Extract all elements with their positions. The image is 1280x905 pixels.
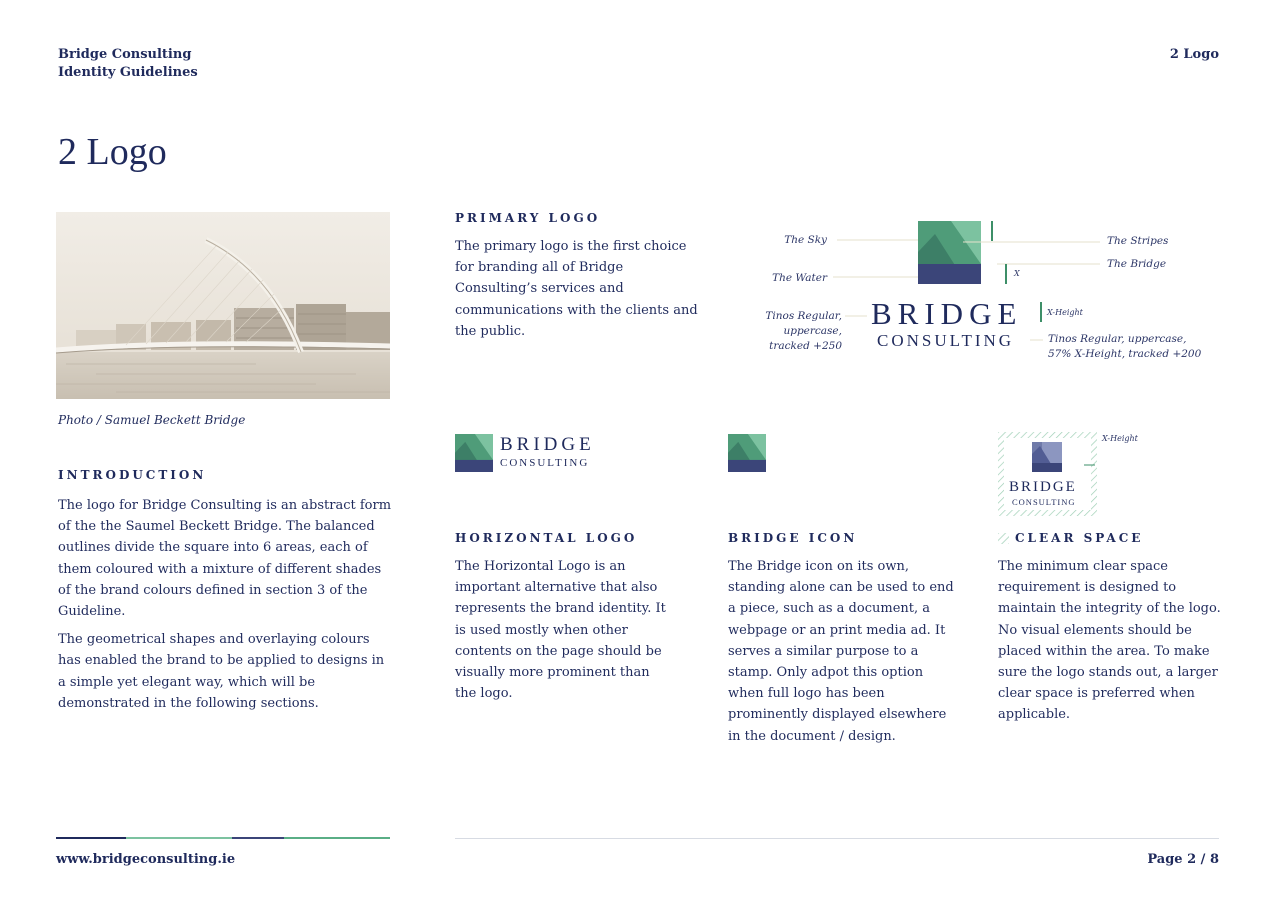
- hatch-swatch-icon: [998, 533, 1009, 544]
- clear-space-bridge: BRIDGE: [1009, 479, 1077, 495]
- primary-logo-text: The primary logo is the first choice for branding all of Bridge Consulting’s services and communications with the clients and the public.: [455, 239, 698, 339]
- label-x-height: X-Height: [1047, 308, 1083, 317]
- primary-logo-diagram: [705, 212, 1205, 372]
- bridge-icon-standalone: [728, 434, 766, 472]
- bridge-icon-text: The Bridge icon on its own, standing alone can be used to end a piece, such as a document, a webpage or an print media ad. It serves a similar purpose to a stamp. Only adpot this option when full logo has been prominently displayed elsewhere in the document / design.: [728, 559, 954, 744]
- primary-logo-heading: PRIMARY LOGO: [455, 211, 601, 225]
- clear-space-heading: CLEAR SPACE: [1015, 531, 1144, 545]
- header-brand-line2: Identity Guidelines: [58, 65, 198, 80]
- label-font-sub-line2: 57% X-Height, tracked +200: [1048, 348, 1202, 360]
- header-brand-line1: Bridge Consulting: [58, 47, 192, 62]
- logo-wordmark-bridge: BRIDGE: [871, 296, 1023, 331]
- label-font-main-line2: tracked +250: [769, 340, 842, 352]
- label-the-stripes: The Stripes: [1107, 235, 1169, 247]
- bridge-icon-heading: BRIDGE ICON: [728, 531, 858, 545]
- horizontal-logo-text: The Horizontal Logo is an important alternative that also represents the brand identity. It is used mostly when other contents on the page should be visually more prominent than the logo.: [455, 559, 666, 702]
- clear-space-diagram: [998, 432, 1097, 516]
- horizontal-logo-consulting: CONSULTING: [500, 457, 590, 469]
- footer-rule: [455, 838, 1219, 839]
- clear-space-text: The minimum clear space requirement is designed to maintain the integrity of the logo. No visual elements should be placed within the area. To make sure the logo stands out, a larger clear space is preferred when applicable.: [998, 559, 1221, 723]
- footer-color-rule: [56, 837, 390, 839]
- footer-page-number: Page 2 / 8: [1147, 852, 1219, 867]
- introduction-paragraph-2: The geometrical shapes and overlaying colours has enabled the brand to be applied to designs in a simple yet elegant way, which will be demonstrated in the following sections.: [58, 632, 385, 711]
- introduction-heading: INTRODUCTION: [58, 468, 207, 482]
- footer-url[interactable]: www.bridgeconsulting.ie: [56, 852, 236, 867]
- logo-wordmark-consulting: CONSULTING: [877, 331, 1015, 350]
- photo-caption: Photo / Samuel Beckett Bridge: [58, 413, 246, 427]
- header-section: 2 Logo: [1169, 47, 1219, 62]
- clear-space-consulting: CONSULTING: [1012, 497, 1076, 507]
- label-font-main-line1: Tinos Regular, uppercase,: [765, 310, 842, 337]
- label-the-sky: The Sky: [784, 234, 827, 246]
- label-x: X: [1014, 269, 1020, 278]
- bridge-logo-icon: [455, 434, 493, 472]
- horizontal-logo-bridge: BRIDGE: [500, 434, 595, 455]
- label-font-sub-line1: Tinos Regular, uppercase,: [1048, 333, 1187, 345]
- label-the-bridge: The Bridge: [1107, 258, 1167, 270]
- bridge-photo-image: [56, 212, 390, 399]
- bridge-photo: [56, 212, 390, 399]
- horizontal-logo: [455, 434, 615, 474]
- horizontal-logo-heading: HORIZONTAL LOGO: [455, 531, 638, 545]
- header-brand: [58, 46, 198, 82]
- label-font-main: [705, 309, 842, 354]
- label-font-sub: [1048, 332, 1201, 362]
- label-the-water: The Water: [772, 272, 827, 284]
- introduction-paragraph-1: The logo for Bridge Consulting is an abstract form of the the Saumel Beckett Bridge. The balanced outlines divide the square into 6 areas, each of them coloured with a mixture of different shades of the brand colours defined in section 3 of the Guideline.: [58, 498, 392, 620]
- introduction-body: [58, 495, 393, 714]
- clear-space-x-height: X-Height: [1102, 434, 1138, 443]
- page-title: 2 Logo: [58, 131, 167, 173]
